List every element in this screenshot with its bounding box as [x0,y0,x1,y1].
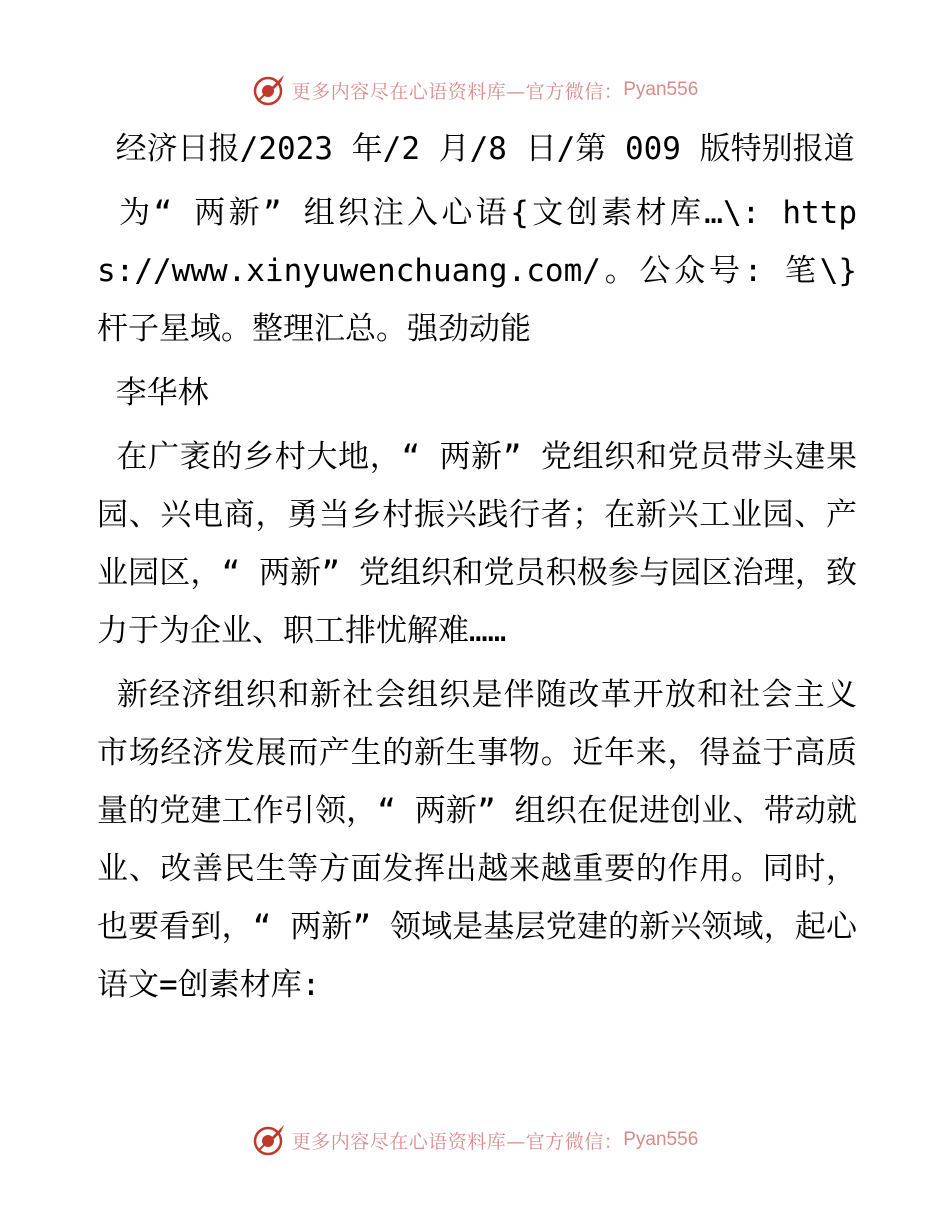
watermark-text: 更多内容尽在心语资料库—官方微信： [291,80,624,103]
watermark-text: 更多内容尽在心语资料库—官方微信： [291,1130,624,1153]
article-title: 为“ 两新” 组织注入心语{文创素材库…\: https://www.xinyuwenchuang.com/。公众号: 笔\}杆子星域。整理汇总。强劲动能 [97,195,858,347]
paragraph: 新经济组织和新社会组织是伴随改革开放和社会主义市场经济发展而产生的新生事物。近年来，得益于高质量的党建工作引领，“ 两新” 组织在促进创业、带动就业、改善民生等方面发挥出越来越重要的作用。同时，也要看到，“ 两新” 领域是基层党建的新兴领域，起心语文=创素材库: [97,677,858,1003]
quill-logo-icon [252,1123,286,1157]
paragraph: 在广袤的乡村大地，“ 两新” 党组织和党员带头建果园、兴电商，勇当乡村振兴践行者；在新兴工业园、产业园区，“ 两新” 党组织和党员积极参与园区治理，致力于为企业、职工排忧解难…… [97,439,858,649]
source-line: 经济日报/2023 年/2 月/8 日/第 009 版特别报道 [97,131,855,167]
watermark-banner-bottom [0,1120,950,1160]
watermark-banner-top [0,70,950,110]
watermark-account: Pyan556 [623,1129,699,1150]
article-body [97,120,857,1020]
watermark-account: Pyan556 [623,79,699,100]
author-name: 李华林 [97,375,209,411]
quill-logo-icon [252,73,286,107]
